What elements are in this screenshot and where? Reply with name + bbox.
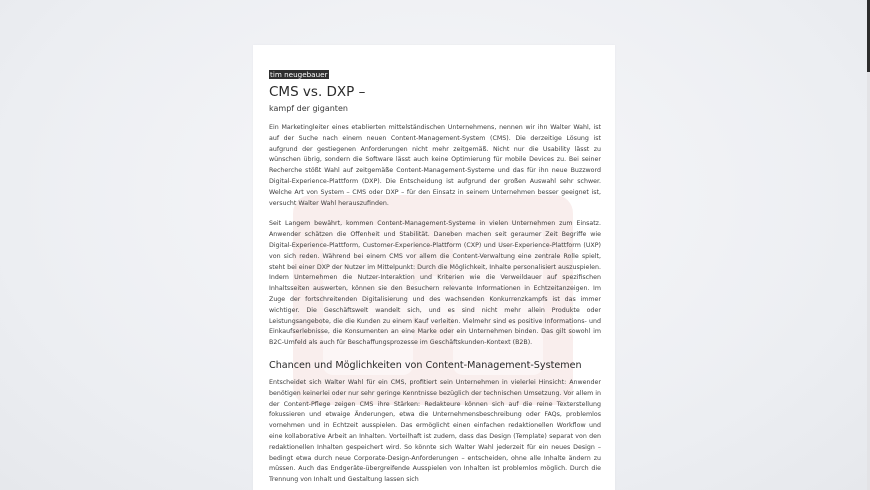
article-title: CMS vs. DXP –: [269, 84, 366, 100]
article-subtitle: kampf der giganten: [269, 104, 348, 113]
body-paragraph: Seit Langem bewährt, kommen Content-Management-Systeme in vielen Unternehmen zum Einsatz. Anwender schätzen die Offenheit und Stabilität. Daneben machen seit geraumer Zeit Begriffe wie Digital-Experience-Plattform, Customer-Experience-Plattform (CXP) und User-Experience-Plattform (UXP) von sich reden. Während bei einem CMS vor allem die Content-Verwaltung eine zentrale Rolle spielt, steht bei einer DXP der Nutzer im Mittelpunkt: Durch die Möglichkeit, Inhalte personalisiert auszuspielen. Indem Unternehmen die Nutzer-Interaktion und Kriterien wie die Verweildauer auf spezifischen Inhaltsseiten auswerten, können sie den Besuchern relevante Informationen in Echtzeitanzeigen. Im Zuge der fortschreitenden Digitalisierung und des wachsenden Konkurrenzkampfs ist das immer wichtiger. Die Geschäftswelt wandelt sich, und es sind nicht mehr allein Produkte oder Leistungsangebote, die die Kunden zu einem Kauf verleiten. Vielmehr sind es positive Informations- und Einkaufserlebnisse, die Konsumenten an eine Marke oder ein Unternehmen binden. Das gilt sowohl im B2C-Umfeld als auch für Beschaffungsprozesse im Geschäftskunden-Kontext (B2B).: [269, 220, 601, 347]
article-content: [269, 62, 601, 486]
article-card: [253, 45, 615, 490]
intro-paragraph: Ein Marketingleiter eines etablierten mittelständischen Unternehmens, nennen wir ihn Walter Wahl, ist auf der Suche nach einem neuen Content-Management-System (CMS). Die derzeitige Lösung ist aufgrund der gestiegenen Anforderungen nicht mehr zeitgemäß. Nicht nur die Usability lässt zu wünschen übrig, sondern die Software lässt auch keine Optimierung für mobile Devices zu. Bei seiner Recherche stößt Wahl auf zeitgemäße Content-Management-Systeme und das für ihn neue Buzzword Digital-Experience-Plattform (DXP). Die Entscheidung ist aufgrund der großen Auswahl sehr schwer. Welche Art von System – CMS oder DXP – für den Einsatz in seinem Unternehmen besser geeignet ist, versucht Walter Wahl herauszufinden.: [269, 124, 601, 207]
author-name[interactable]: tim neugebauer: [270, 70, 328, 79]
section-paragraph: Entscheidet sich Walter Wahl für ein CMS, profitiert sein Unternehmen in vielerlei Hinsicht: Anwender benötigen keinerlei oder nur sehr geringe Kenntnisse bezüglich der technischen Umsetzung. Vor allem in der Content-Pflege zeigen CMS ihre Stärken: Redakteure können sich auf die reine Texterstellung fokussieren und etwaige Änderungen, etwa die Unternehmensbeschreibung oder FAQs, problemlos vornehmen und in Echtzeit ausspielen. Das ermöglicht einen einfachen redaktionellen Workflow und eine kollaborative Arbeit an Inhalten. Vorteilhaft ist zudem, dass das Design (Template) separat von den redaktionellen Inhalten gespeichert wird. So könnte sich Walter Wahl jederzeit für ein neues Design – bedingt etwa durch neue Corporate-Design-Anforderungen – entscheiden, ohne alle Inhalte ändern zu müssen. Auch das Endgeräte-übergreifende Ausspielen von Inhalten ist problemlos möglich. Durch die Trennung von Inhalt und Gestaltung lassen sich: [269, 378, 601, 484]
section-heading: Chancen und Möglichkeiten von Content-Management-Systemen: [269, 359, 582, 371]
